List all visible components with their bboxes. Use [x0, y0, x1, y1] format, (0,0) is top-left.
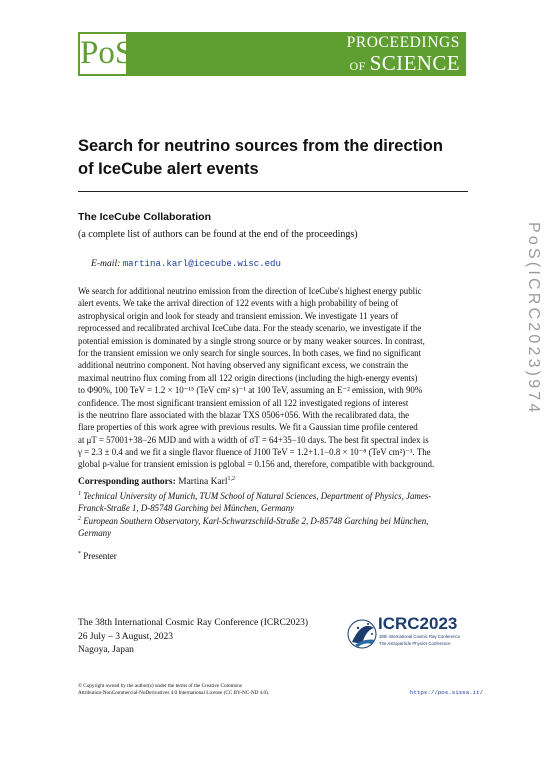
proceedings-wordmark: PROCEEDINGS	[346, 34, 460, 51]
affiliation-2	[78, 515, 438, 540]
corresponding-marks: 1,2	[227, 475, 235, 482]
pos-side-text: PoS(ICRC2023)974	[525, 222, 542, 416]
icrc-subtitle-2: The Astroparticle Physics Conference	[379, 641, 451, 646]
affiliation-text: Technical University of Munich, TUM School of Natural Sciences, Department of Physics, James-Franck-Straße 1, D-85748 Garching bei München, Germany	[78, 491, 432, 514]
paper-title: Search for neutrino sources from the direction of IceCube alert events	[78, 137, 443, 178]
abstract-line: flare properties of this work agree with previous results. We fit a Gaussian time profile centered	[78, 422, 418, 433]
abstract-line: at μT = 57001+38−26 MJD and with a width of σT = 64+35−10 days. The best fit spectral index is	[78, 434, 429, 445]
presenter-mark: *	[78, 551, 81, 557]
presenter-note	[78, 551, 117, 561]
abstract-line: for the transient emission we only search for single sources. In both cases, we find no significant	[78, 347, 422, 358]
affiliation-1	[78, 490, 438, 515]
corresponding-authors	[78, 477, 235, 487]
abstract-line: γ = 2.3 ± 0.4 and we fit a single flavor fluence of J100 TeV = 1.2+1.1−0.8 × 10⁻⁸ (TeV cm²)⁻¹. The	[78, 447, 431, 458]
conference-dates: 26 July – 3 August, 2023	[78, 632, 174, 642]
pos-logo: PoS	[80, 35, 134, 71]
abstract-line: is the neutrino flare associated with the blazar TXS 0506+056. With the recalibrated data, the	[78, 409, 410, 420]
abstract-line: We search for additional neutrino emission from the direction of IceCube's highest energy public	[78, 286, 422, 296]
conference-location: Nagoya, Japan	[78, 645, 134, 655]
science-word: SCIENCE	[369, 51, 460, 75]
abstract-line: reprocessed and recalibrated archival IceCube data. For the steady scenario, we investigate if the	[78, 323, 422, 334]
affiliation-text: European Southern Observatory, Karl-Schwarzschild-Straße 2, D-85748 Garching bei München, Germany	[78, 516, 429, 539]
collaboration-name: The IceCube Collaboration	[78, 211, 212, 223]
copyright-line-2: Attribution-NonCommercial-NoDerivatives 4.0 International License (CC BY-NC-ND 4.0).	[78, 690, 270, 696]
abstract-line: global p-value for transient emission is pglobal = 0.156 and, therefore, compatible with background.	[78, 459, 435, 470]
icrc-subtitle-1: 38th International Cosmic Ray Conference	[379, 634, 460, 639]
email-row	[91, 258, 281, 269]
conference-name: The 38th International Cosmic Ray Conference (ICRC2023)	[78, 618, 309, 628]
email-link[interactable]: martina.karl@icecube.wisc.edu	[122, 258, 281, 269]
abstract-line: additional neutrino component. Not having observed any significant excess, we constrain the	[78, 360, 409, 371]
pos-url-link[interactable]: https://pos.sissa.it/	[410, 689, 484, 696]
collaboration-note: (a complete list of authors can be found at the end of the proceedings)	[78, 229, 358, 240]
abstract-line: alert events. We take the arrival direction of 122 events with a high probability of being of	[78, 298, 399, 309]
presenter-text: Presenter	[83, 551, 117, 561]
abstract-line: astrophysical origin and look for steady and transient emission. We investigate 11 years of	[78, 310, 399, 321]
of-word: OF	[349, 59, 366, 73]
affiliation-number: 2	[78, 516, 81, 523]
abstract	[78, 285, 463, 471]
corresponding-label: Corresponding authors:	[78, 477, 176, 487]
copyright-line-1: © Copyright owned by the author(s) under the terms of the Creative Commons	[78, 683, 242, 689]
title-divider	[78, 191, 468, 192]
pos-side-label	[518, 222, 542, 472]
email-label: E-mail:	[91, 258, 121, 269]
of-science-wordmark	[300, 51, 460, 76]
abstract-line: confidence. The most significant transient emission of all 122 investigated regions of interest	[78, 397, 409, 408]
abstract-line: to Φ90%, 100 TeV = 1.2 × 10⁻¹⁵ (TeV cm² s)⁻¹ at 100 TeV, assuming an E⁻² emission, with 90%	[78, 385, 423, 396]
corresponding-name: Martina Karl	[178, 477, 228, 487]
icrc-title: ICRC2023	[378, 614, 458, 633]
abstract-line: potential emission is dominated by a single strong source or by many weaker sources. In contrast,	[78, 335, 425, 346]
affiliation-number: 1	[78, 491, 81, 498]
abstract-line: maximal neutrino flux coming from all 122 origin directions (including the high-energy events)	[78, 372, 418, 383]
